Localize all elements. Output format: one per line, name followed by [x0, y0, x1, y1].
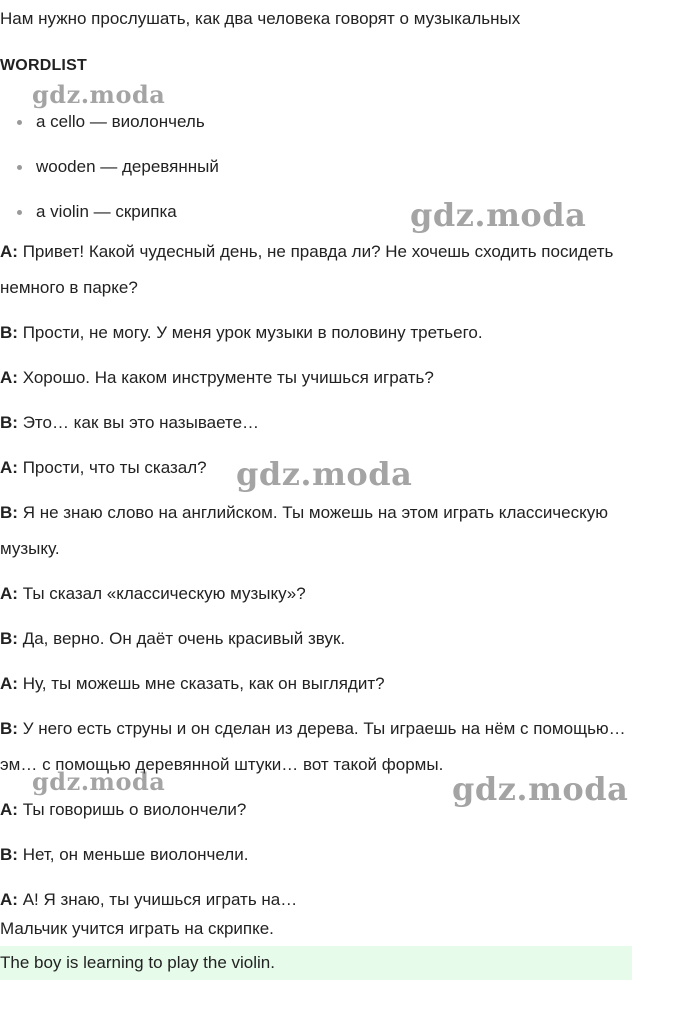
dialogue-line — [0, 495, 665, 567]
speaker-label: B: — [0, 323, 18, 342]
intro-text: Нам нужно прослушать, как два человека говорят о музыкальных — [0, 9, 521, 28]
speaker-label: A: — [0, 242, 18, 261]
dialogue-text: Прости, что ты сказал? — [22, 458, 207, 477]
dialogue-line — [0, 450, 665, 486]
bullet-icon — [17, 165, 22, 170]
dialogue-line — [0, 576, 665, 612]
dialogue-text: Да, верно. Он даёт очень красивый звук. — [22, 629, 346, 648]
speaker-label: B: — [0, 503, 18, 522]
dialogue-line — [0, 405, 665, 441]
wordlist-item-label: wooden — деревянный — [36, 157, 219, 176]
speaker-label: B: — [0, 629, 18, 648]
dialogue-line — [0, 711, 665, 783]
speaker-label: B: — [0, 719, 18, 738]
dialogue-text: Ну, ты можешь мне сказать, как он выглядит? — [22, 674, 385, 693]
dialogue-line — [0, 360, 665, 396]
dialogue-line — [0, 621, 665, 657]
dialogue — [0, 234, 665, 927]
list-item — [0, 111, 219, 156]
wordlist-item-label: a violin — скрипка — [36, 202, 177, 221]
speaker-label: A: — [0, 800, 18, 819]
speaker-label: A: — [0, 890, 18, 909]
wordlist — [0, 111, 219, 246]
dialogue-text: Хорошо. На каком инструменте ты учишься играть? — [22, 368, 434, 387]
dialogue-text: У него есть струны и он сделан из дерева. Ты играешь на нём с помощью… эм… с помощью деревянной штуки… вот такой формы. — [0, 719, 626, 774]
speaker-label: A: — [0, 458, 18, 477]
answer-english: The boy is learning to play the violin. — [0, 946, 632, 980]
watermark-logo: gdz.moda — [236, 455, 413, 493]
watermark-logo: gdz.moda — [32, 767, 166, 796]
speaker-label: A: — [0, 674, 18, 693]
watermark-logo: gdz.moda — [32, 80, 166, 109]
dialogue-text: Прости, не могу. У меня урок музыки в половину третьего. — [22, 323, 483, 342]
speaker-label: A: — [0, 368, 18, 387]
bullet-icon — [17, 210, 22, 215]
dialogue-text: А! Я знаю, ты учишься играть на… — [22, 890, 298, 909]
dialogue-text: Я не знаю слово на английском. Ты можешь на этом играть классическую музыку. — [0, 503, 609, 558]
dialogue-text: Привет! Какой чудесный день, не правда ли? Не хочешь сходить посидеть немного в парке? — [0, 242, 614, 297]
bullet-icon — [17, 120, 22, 125]
speaker-label: B: — [0, 845, 18, 864]
speaker-label: B: — [0, 413, 18, 432]
dialogue-line — [0, 792, 665, 828]
wordlist-title: WORDLIST — [0, 57, 87, 74]
dialogue-line — [0, 315, 665, 351]
wordlist-item-label: a cello — виолончель — [36, 112, 205, 131]
dialogue-line — [0, 666, 665, 702]
watermark-logo: gdz.moda — [452, 770, 629, 808]
speaker-label: A: — [0, 584, 18, 603]
dialogue-text: Ты сказал «классическую музыку»? — [22, 584, 306, 603]
answer-russian: Мальчик учится играть на скрипке. — [0, 919, 274, 938]
dialogue-line — [0, 837, 665, 873]
dialogue-line — [0, 882, 665, 918]
dialogue-text: Ты говоришь о виолончели? — [22, 800, 247, 819]
dialogue-text: Нет, он меньше виолончели. — [22, 845, 249, 864]
watermark-logo: gdz.moda — [410, 196, 587, 234]
dialogue-line — [0, 234, 665, 306]
list-item — [0, 156, 219, 201]
dialogue-text: Это… как вы это называете… — [22, 413, 260, 432]
